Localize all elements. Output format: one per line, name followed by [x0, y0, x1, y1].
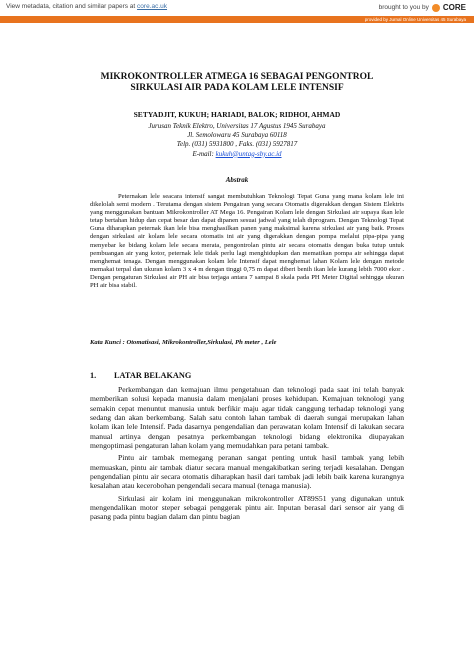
provider-text: provided by Jurnal Online Universitas 45 Surabaya [364, 17, 466, 22]
abstract-body [90, 193, 404, 290]
section-title: LATAR BELAKANG [114, 371, 192, 380]
affiliation-line-2: Jl. Semolowaru 45 Surabaya 60118 [187, 131, 287, 140]
paragraph-text: Perkembangan dan kemajuan ilmu pengetahuan dan teknologi pada saat ini telah banyak memberikan solusi kepada manusia dalam menjalani proses kehidupan. Kemajuan teknologi yang semakin cepat menuntut manusia untuk berfikir maju agar tidak canggung terhadap teknologi yang sedang dan akan berkembang. Salah satu contoh lahan tambak di daerah sungai merupakan lahan kolam ikan lele Intensif. Pada dasarnya pengendalian dan perawatan kolam Intensif di lakukan secara manual artinya dengan pesatnya perkembangan teknologi bidang elektronika diupayakan mengoptimasi pengaturan lahan kolam yang memudahkan para petani tambak. [90, 385, 404, 451]
affiliation-line-3: Telp. (031) 5931800 , Faks. (031) 5927817 [176, 140, 298, 149]
core-logo-icon [432, 4, 440, 12]
metadata-text: View metadata, citation and similar papers at [6, 3, 138, 10]
email-line [60, 150, 414, 159]
paragraph-text: Sirkulasi air kolam ini menggunakan mikrokontroller AT89S51 yang digunakan untuk mengendalikan motor steper sebagai penggerak pintu air. Inputan berasal dari sensor air yang di pasang pada pintu bagian dalam dan pintu bagian [90, 493, 404, 522]
keywords: Kata Kunci : Otomatisasi, Mikrokontroller,Sirkulasi, Ph meter , Lele [90, 339, 277, 346]
paragraph [90, 385, 404, 450]
section-body [90, 385, 404, 525]
core-header-bar [0, 0, 474, 16]
core-link[interactable]: core.ac.uk [137, 3, 168, 10]
email-link[interactable]: kukuh@untag-sby.ac.id [215, 149, 282, 158]
paragraph [90, 494, 404, 522]
title-line-1: MIKROKONTROLLER ATMEGA 16 SEBAGAI PENGONTROL [100, 72, 374, 82]
brought-by-notice[interactable] [379, 3, 466, 12]
section-number: 1. [90, 371, 97, 380]
abstract-text: Peternakan lele seacara intensif sangat membutuhkan Teknologi Tepat Guna yang mana kolam lele ini dikelolah semi modern . Terutama dengan sistem Pengairan yang secara Otomatis digerakkan dengan Sistem Elektris yang menggunakan bantuan Mikrokontroller AT Mega 16. Pengairan Kolam lele dengan Sirkulasi air supaya ikan lele tetap bertahan hidup dan cepat besar dan dapat dipanen sesuai jadwal yang telah diprogram. Dengan Teknologi Tepat Guna diharapkan peternak ikan lele bisa menghasilkan panen yang maksimal karena sirkulasi air yang baik. Proses dengan sirkulasi air kolam lele secara otomatis ini air yang digerakkan dengan pompa melalui pipa-pipa yang menyebar ke bidang kolam lele secara merata, pengontrolan pintu air secara otomatis dengan buka tutup untuk pembuangan air yang kotor, peternak lele tidak perlu lagi menghidupkan dan mematikan pompa air sehingga dapat menghemat tenaga. Dengan menggunakan kolam lele Intensif dapat menghemat lahan Kolam lele dengan metode memakai terpal dan ukuran kolam 3 x 4 m dengan tinggi 0,75 m dapat diberi benih ikan lele kurang lebih 7000 ekor . Dengan pengaturan Sirkulasi air PH air bisa terjaga antara 7 sampai 8 skala pada PH Meter Digital sehingga ukuran PH air bisa stabil. [90, 193, 404, 290]
section-heading [90, 371, 191, 380]
email-label: E-mail: [192, 149, 216, 158]
author-affiliation [60, 122, 414, 159]
core-logo-text: CORE [442, 3, 466, 12]
metadata-notice [6, 3, 167, 10]
paragraph [90, 453, 404, 490]
brought-by-text: brought to you by [378, 4, 429, 11]
paper-authors: SETYADJIT, KUKUH; HARIADI, BALOK; RIDHOI, AHMAD [133, 110, 341, 119]
provider-bar [0, 16, 474, 23]
abstract-heading: Abstrak [225, 176, 249, 184]
paper-title [60, 72, 414, 94]
title-line-2: SIRKULASI AIR PADA KOLAM LELE INTENSIF [130, 83, 344, 93]
affiliation-line-1: Jurusan Teknik Elektro, Universitas 17 Agustus 1945 Surabaya [148, 122, 326, 130]
paragraph-text: Pintu air tambak memegang peranan sangat penting untuk hasil tambak yang lebih memuaskan, pintu air tambak diatur secara manual mengakibatkan sering terjadi kesalahan. Dengan pengendalian pintu air secara otomatis diharapkan hasil dari tambak jadi lebih baik karena kurangnya kesalahan atau kecerobohan pengendali secara manual (tenaga manusia). [90, 453, 404, 491]
